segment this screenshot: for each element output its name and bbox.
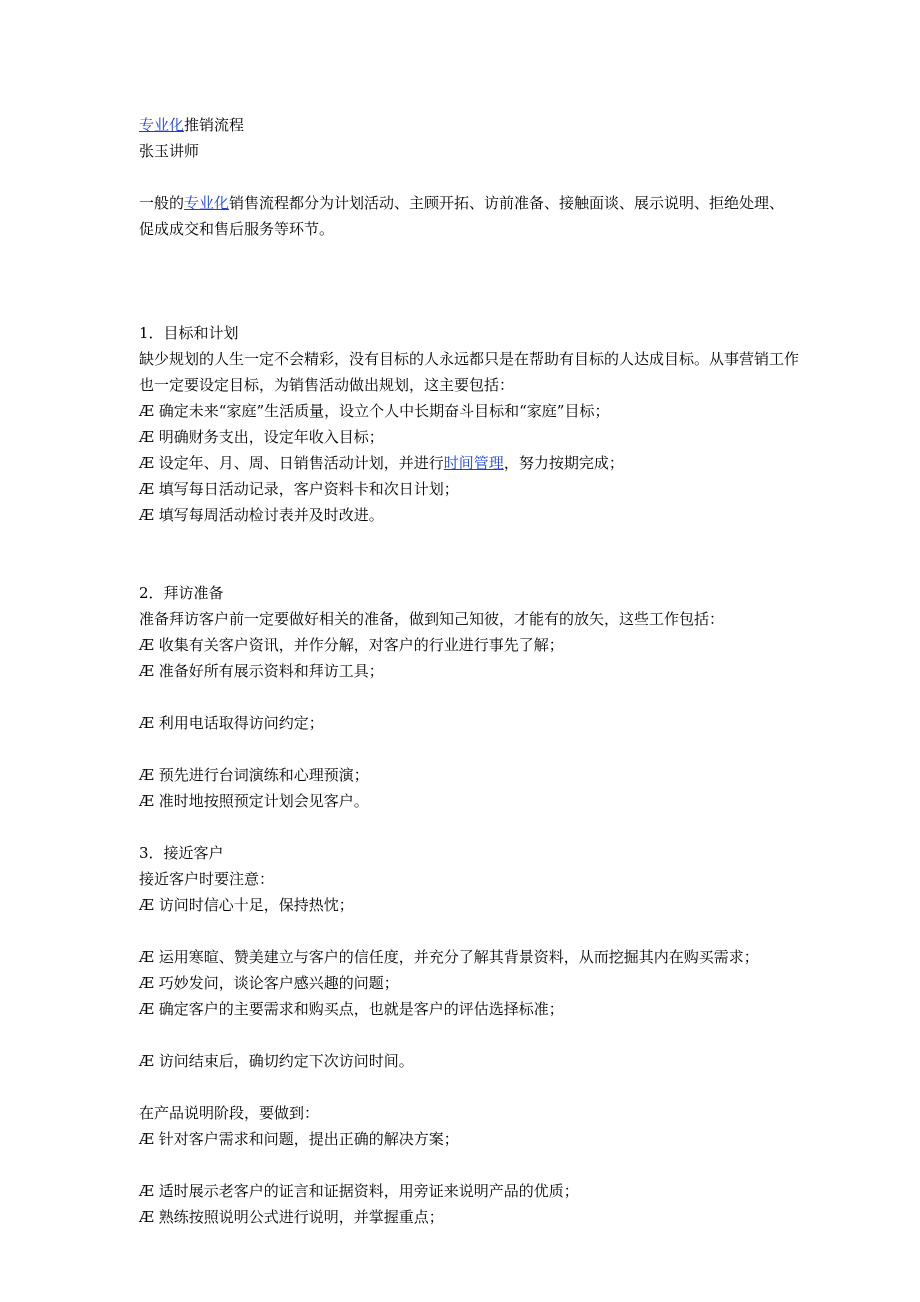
list-item: Æ 填写每日活动记录，客户资料卡和次日计划；	[139, 480, 459, 498]
list-item: Æ 运用寒暄、赞美建立与客户的信任度，并充分了解其背景资料，从而挖掘其内在购买需求；	[139, 948, 759, 966]
list-item: Æ 预先进行台词演练和心理预演；	[139, 766, 369, 784]
list-item: Æ 填写每周活动检讨表并及时改进。	[139, 506, 384, 524]
item-suffix: ，努力按期完成；	[503, 454, 624, 472]
list-item: Æ 确定未来“家庭”生活质量，设立个人中长期奋斗目标和“家庭”目标；	[139, 402, 610, 420]
section3-text: 接近客户时要注意：	[139, 870, 275, 888]
list-item: Æ 访问结束后，确切约定下次访问时间。	[139, 1052, 414, 1070]
list-item: Æ 熟练按照说明公式进行说明，并掌握重点；	[139, 1208, 444, 1226]
intro-suffix: 销售流程都分为计划活动、主顾开拓、访前准备、接触面谈、展示说明、拒绝处理、促成成交和售后服务等环节。	[139, 194, 785, 238]
list-item: Æ 收集有关客户资讯，并作分解，对客户的行业进行事先了解；	[139, 636, 564, 654]
list-item: Æ 利用电话取得访问约定；	[139, 714, 324, 732]
intro-paragraph	[139, 190, 799, 242]
section1-text: 缺少规划的人生一定不会精彩，没有目标的人永远都只是在帮助有目标的人达成目标。从事营销工作也一定要设定目标，为销售活动做出规划，这主要包括：	[139, 350, 800, 394]
list-item: Æ 准时地按照预定计划会见客户。	[139, 792, 369, 810]
list-item: Æ 巧妙发问，谈论客户感兴趣的问题；	[139, 974, 399, 992]
list-item: Æ 明确财务支出，设定年收入目标；	[139, 428, 384, 446]
list-item	[139, 450, 799, 476]
intro-link-zhuanyehua[interactable]: 专业化	[184, 194, 230, 212]
section4-text: 在产品说明阶段，要做到：	[139, 1104, 320, 1122]
list-item: Æ 确定客户的主要需求和购买点，也就是客户的评估选择标准；	[139, 1000, 564, 1018]
title-rest: 推销流程	[184, 116, 245, 134]
intro-prefix: 一般的	[139, 194, 185, 212]
doc-author: 张玉讲师	[139, 142, 200, 160]
time-management-link[interactable]: 时间管理	[443, 454, 504, 472]
section1-heading: 1．目标和计划	[139, 324, 239, 342]
section2-text: 准备拜访客户前一定要做好相关的准备，做到知己知彼，才能有的放矢，这些工作包括：	[139, 610, 725, 628]
doc-title	[139, 112, 799, 138]
item-prefix: Æ 设定年、月、周、日销售活动计划，并进行	[139, 454, 444, 472]
list-item: Æ 访问时信心十足，保持热忱；	[139, 896, 354, 914]
document-page	[139, 112, 799, 1230]
section2-heading: 2．拜访准备	[139, 584, 224, 602]
section3-heading: 3．接近客户	[139, 844, 224, 862]
list-item: Æ 准备好所有展示资料和拜访工具；	[139, 662, 384, 680]
title-link-zhuanyehua[interactable]: 专业化	[139, 116, 185, 134]
list-item: Æ 适时展示老客户的证言和证据资料，用旁证来说明产品的优质；	[139, 1182, 579, 1200]
list-item: Æ 针对客户需求和问题，提出正确的解决方案；	[139, 1130, 459, 1148]
